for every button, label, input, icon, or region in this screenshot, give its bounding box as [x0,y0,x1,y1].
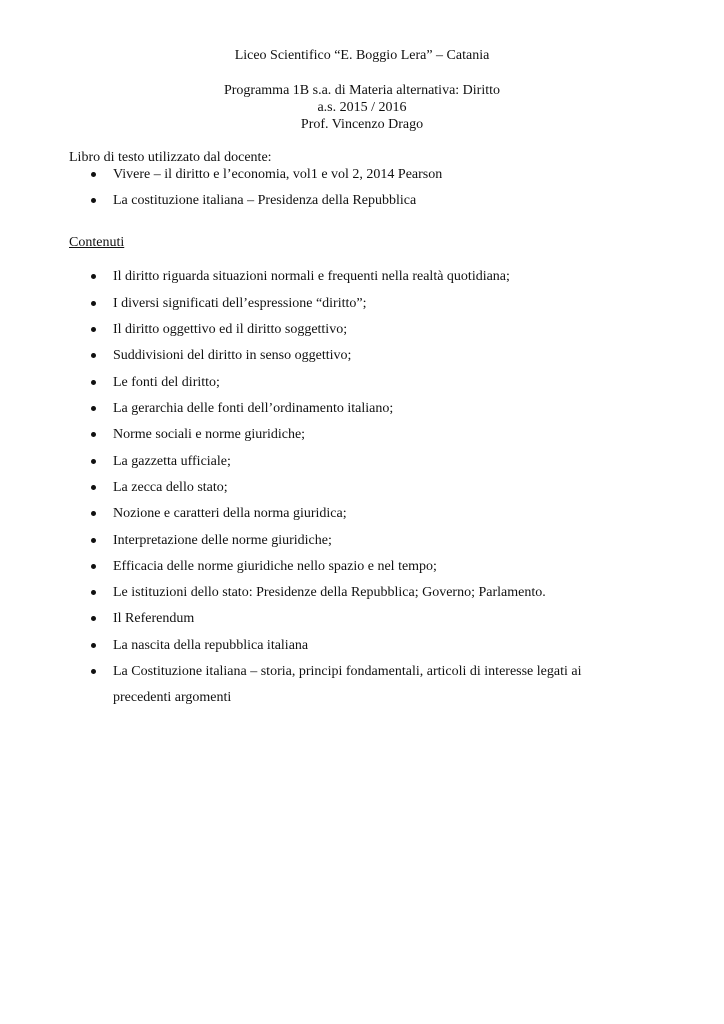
list-item-text: Il diritto oggettivo ed il diritto soggettivo; [113,322,348,337]
list-item-text: Suddivisioni del diritto in senso oggettivo; [113,348,352,363]
bullet-icon [91,274,96,279]
bullet-icon [91,564,96,569]
list-item-text: Efficacia delle norme giuridiche nello spazio e nel tempo; [113,559,437,574]
school-title: Liceo Scientifico “E. Boggio Lera” – Catania [234,48,490,63]
list-item-text: Le istituzioni dello stato: Presidenze della Repubblica; Governo; Parlamento. [113,585,546,600]
bullet-icon [91,406,96,411]
list-item-text: La gerarchia delle fonti dell’ordinamento italiano; [113,401,394,416]
list-item-text: La Costituzione italiana – storia, principi fondamentali, articoli di interesse legati ai [113,664,582,679]
list-item-text: Le fonti del diritto; [113,375,220,390]
list-item-text: Interpretazione delle norme giuridiche; [113,533,332,548]
bullet-icon [91,538,96,543]
list-item-text: Norme sociali e norme giuridiche; [113,427,306,442]
list-item-text: Nozione e caratteri della norma giuridica; [113,506,347,521]
bullet-icon [91,353,96,358]
bullet-icon [91,172,96,177]
bullet-icon [91,327,96,332]
list-item-text: La costituzione italiana – Presidenza della Repubblica [113,193,417,208]
program-title: Programma 1B s.a. di Materia alternativa: Diritto [223,83,501,98]
list-item-text: La gazzetta ufficiale; [113,454,231,469]
list-item-text: Il Referendum [113,611,195,626]
list-item-text: Il diritto riguarda situazioni normali e frequenti nella realtà quotidiana; [113,269,510,284]
school-year: a.s. 2015 / 2016 [317,100,407,115]
textbook-intro: Libro di testo utilizzato dal docente: [69,150,272,165]
bullet-icon [91,301,96,306]
list-item-text: La nascita della repubblica italiana [113,638,309,653]
list-item-text: I diversi significati dell’espressione “diritto”; [113,296,367,311]
bullet-icon [91,459,96,464]
list-item-text: La zecca dello stato; [113,480,228,495]
bullet-icon [91,669,96,674]
contents-heading: Contenuti [69,235,125,250]
list-item-text: precedenti argomenti [113,690,232,705]
bullet-icon [91,616,96,621]
list-item-text: Vivere – il diritto e l’economia, vol1 e vol 2, 2014 Pearson [113,167,443,182]
bullet-icon [91,432,96,437]
bullet-icon [91,380,96,385]
bullet-icon [91,198,96,203]
bullet-icon [91,643,96,648]
teacher-name: Prof. Vincenzo Drago [300,117,424,132]
bullet-icon [91,590,96,595]
bullet-icon [91,511,96,516]
bullet-icon [91,485,96,490]
